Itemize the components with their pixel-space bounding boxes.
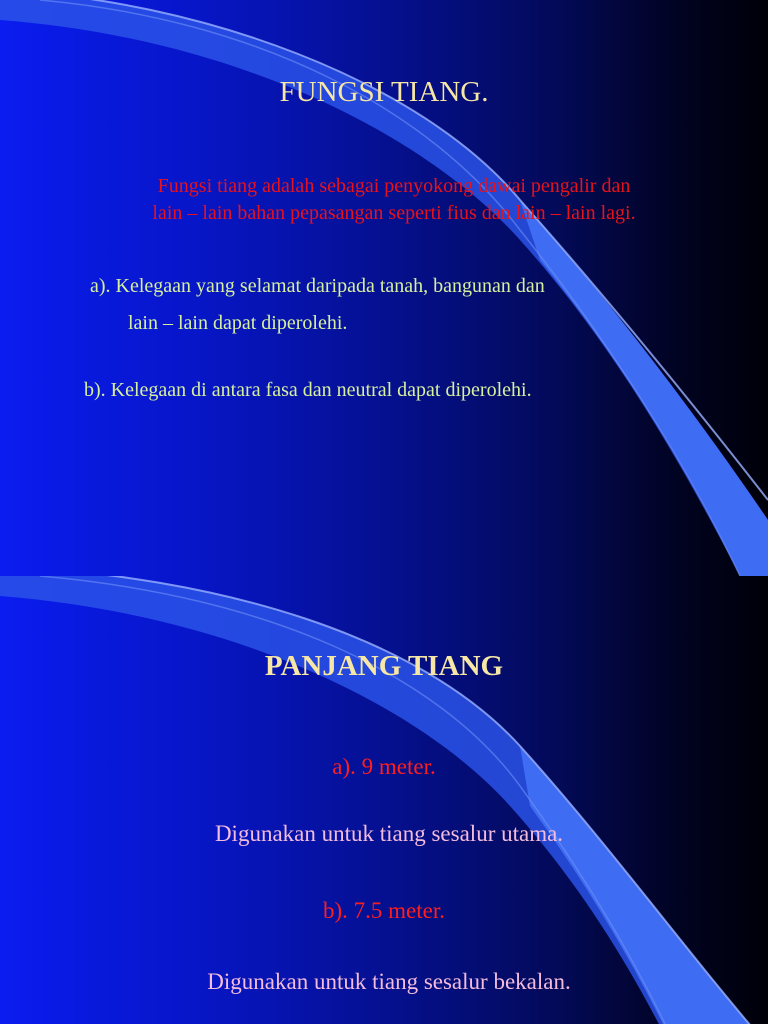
item-a-line-1: a). Kelegaan yang selamat daripada tanah, bangunan dan: [90, 275, 545, 297]
intro-paragraph: [0, 173, 768, 227]
slide-title: FUNGSI TIANG.: [279, 76, 489, 108]
item-a-line-2: lain – lain dapat diperolehi.: [128, 312, 348, 334]
item-b: b). Kelegaan di antara fasa dan neutral dapat diperolehi.: [84, 379, 532, 401]
intro-line-2: lain – lain bahan pepasangan seperti fius dan lain – lain lagi.: [152, 202, 636, 224]
description-b: Digunakan untuk tiang sesalur bekalan.: [207, 969, 571, 994]
length-a: a). 9 meter.: [332, 754, 436, 779]
slide-background-swoosh: [0, 576, 768, 1024]
intro-line-1: Fungsi tiang adalah sebagai penyokong dawai pengalir dan: [157, 175, 631, 197]
length-b: b). 7.5 meter.: [323, 898, 445, 923]
slide-title: PANJANG TIANG: [264, 650, 504, 682]
description-a: Digunakan untuk tiang sesalur utama.: [214, 821, 564, 846]
slide-panjang-tiang: [0, 576, 768, 1024]
